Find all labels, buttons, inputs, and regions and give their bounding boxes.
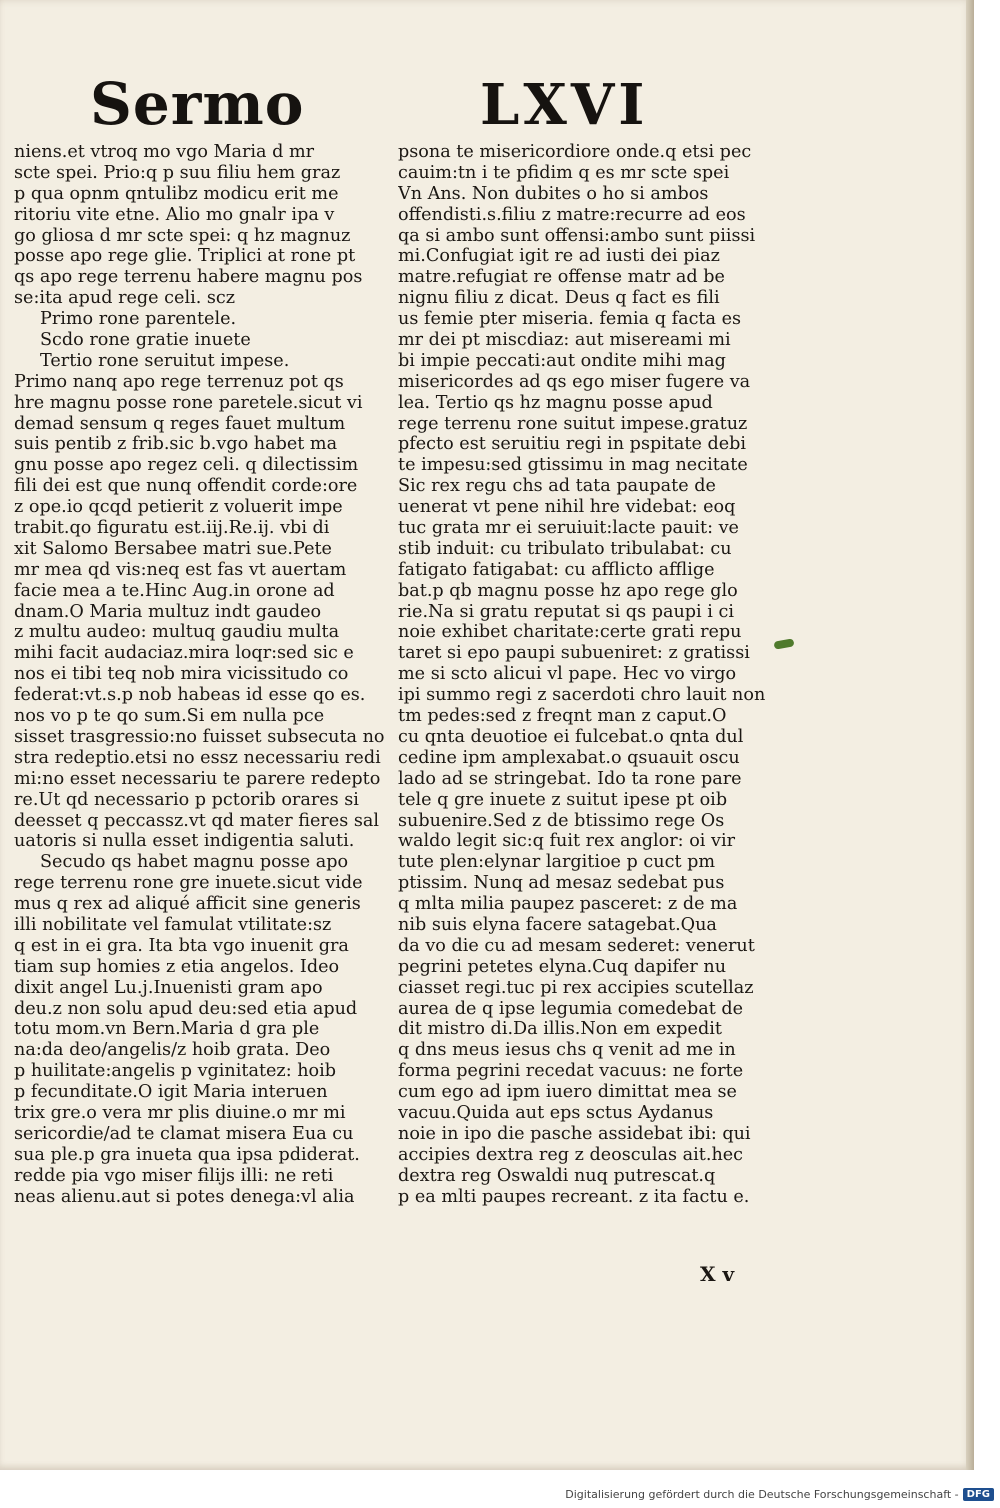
page-header [0,70,974,150]
text-line: sericordie/ad te clamat misera Eua cu [14,1123,354,1144]
text-line: Vn Ans. Non dubites o ho si ambos [398,183,709,204]
text-line: noie exhibet charitate:certe grati repu [398,622,742,643]
text-line: sua ple.p gra inueta qua ipsa pdiderat. [14,1144,360,1165]
text-line: Tertio rone seruitut impese. [40,350,290,371]
text-line: bat.p qb magnu posse hz apo rege glo [398,580,738,601]
text-line: mr dei pt miscdiaz: aut misereami mi [398,330,731,351]
text-line: stib induit: cu tribulato tribulabat: cu [398,538,732,559]
dfg-logo: DFG [963,1488,994,1501]
folio-number: LXVI [480,72,649,138]
text-line: psona te misericordiore onde.q etsi pec [398,142,752,162]
text-line: offendisti.s.filiu z matre:recurre ad eos [398,204,746,225]
text-line: Primo rone parentele. [40,309,237,330]
running-title: Sermo [90,70,305,138]
text-line: noie in ipo die pasche assidebat ibi: qui [398,1123,751,1144]
text-line: trabit.qo figuratu est.iij.Re.ij. vbi di [14,518,330,539]
text-line: mi:no esset necessariu te parere redepto [14,768,381,789]
text-line: subuenire.Sed z de btissimo rege Os [398,810,725,831]
text-line: nignu filiu z dicat. Deus q fact es fili [398,288,720,309]
text-line: suis pentib z frib.sic b.vgo habet ma [14,434,338,455]
text-line: deesset q peccassz.vt qd mater fieres sal [14,810,379,831]
credit-text: Digitalisierung gefördert durch die Deutsche Forschungsgemeinschaft - [565,1488,959,1501]
text-line: tute plen:elynar largitioe p cuct pm [398,852,716,873]
text-line: posse apo rege glie. Triplici at rone pt [14,246,356,267]
text-line: deu.z non solu apud deu:sed etia apud [14,998,358,1019]
text-line: tele q gre inuete z suitut ipese pt oib [398,789,728,810]
text-line: xit Salomo Bersabee matri sue.Pete [14,538,332,559]
text-line: p ea mlti paupes recreant. z ita factu e. [398,1186,750,1207]
signature-mark: X v [700,1262,735,1286]
text-line: te impesu:sed gtissimu in mag necitate [398,455,748,476]
text-line: re.Ut qd necessario p pctorib orares si [14,789,359,810]
text-line: dixit angel Lu.j.Inuenisti gram apo [14,977,323,998]
text-line: cu qnta deuotioe ei fulcebat.o qnta dul [398,726,744,747]
text-line: pfecto est seruitiu regi in pspitate debi [398,434,747,455]
text-line: tiam sup homies z etia angelos. Ideo [14,956,340,977]
text-line: ritoriu vite etne. Alio mo gnalr ipa v [14,204,335,225]
text-line: forma pegrini recedat vacuus: ne forte [398,1061,744,1082]
text-line: niens.et vtroq mo vgo Maria d mr [14,142,315,162]
text-line: mr mea qd vis:neq est fas vt auertam [14,559,347,580]
text-line: mihi facit audaciaz.mira loqr:sed sic e [14,643,354,664]
text-line: nos ei tibi teq nob mira vicissitudo co [14,664,349,685]
text-line: da vo die cu ad mesam sederet: venerut [398,935,755,956]
text-line: rie.Na si gratu reputat si qs paupi i ci [398,601,734,622]
text-line: tuc grata mr ei seruiuit:lacte pauit: ve [398,518,739,539]
text-line: qa si ambo sunt offensi:ambo sunt piissi [398,225,756,246]
text-line: Scdo rone gratie inuete [40,330,251,351]
text-line: q mlta milia paupez pasceret: z de ma [398,894,738,915]
text-line: me si scto alicui vl pape. Hec vo virgo [398,664,737,685]
text-line: p huilitate:angelis p vginitatez: hoib [14,1061,337,1082]
text-line: p fecunditate.O igit Maria interuen [14,1082,328,1103]
text-line: fili dei est que nunq offendit corde:ore [14,476,358,497]
text-line: uenerat vt pene nihil hre videbat: eoq [398,497,736,518]
text-line: aurea de q ipse legumia comedebat de [398,998,744,1019]
text-line: cauim:tn i te pfidim q es mr scte spei [398,162,730,183]
text-line: federat:vt.s.p nob habeas id esse qo es. [14,685,366,706]
text-line: q est in ei gra. Ita bta vgo inuenit gra [14,935,349,956]
text-line: vacuu.Quida aut eps sctus Aydanus [398,1102,714,1123]
text-line: uatoris si nulla esset indigentia saluti. [14,831,355,852]
text-line: dit mistro di.Da illis.Non em expedit [398,1019,722,1040]
text-line: neas alienu.aut si potes denega:vl alia [14,1186,355,1207]
text-line: ciasset regi.tuc pi rex accipies scutellaz [398,977,754,998]
right-text-column [398,142,778,1207]
text-line: gnu posse apo regez celi. q dilectissim [14,455,359,476]
text-line: tm pedes:sed z freqnt man z caput.O [398,706,727,727]
text-line: Sic rex regu chs ad tata paupate de [398,476,716,497]
text-line: mus q rex ad aliqué afficit sine generis [14,894,361,915]
text-line: Primo nanq apo rege terrenuz pot qs [14,371,344,392]
text-line: taret si epo paupi subueniret: z gratissi [398,643,750,664]
text-line: mi.Confugiat igit re ad iusti dei piaz [398,246,720,267]
text-line: p qua opnm qntulibz modicu erit me [14,183,339,204]
text-line: go gliosa d mr scte spei: q hz magnuz [14,225,351,246]
text-line: rege terrenu rone suitut impese.gratuz [398,413,748,434]
text-line: q dns meus iesus chs q venit ad me in [398,1040,736,1061]
text-line: sisset trasgressio:no fuisset subsecuta no [14,726,385,747]
text-line: illi nobilitate vel famulat vtilitate:sz [14,914,332,935]
text-line: lado ad se stringebat. Ido ta rone pare [398,768,742,789]
text-line: ptissim. Nunq ad mesaz sedebat pus [398,873,725,894]
text-line: scte spei. Prio:q p suu filiu hem graz [14,162,341,183]
text-line: nos vo p te qo sum.Si em nulla pce [14,706,325,727]
text-line: us femie pter miseria. femia q facta es [398,309,742,330]
text-line: waldo legit sic:q fuit rex anglor: oi vir [398,831,735,852]
text-line: pegrini petetes elyna.Cuq dapifer nu [398,956,727,977]
text-line: Secudo qs habet magnu posse apo [40,852,349,873]
text-line: misericordes ad qs ego miser fugere va [398,371,751,392]
text-line: dextra reg Oswaldi nuq putrescat.q [398,1165,716,1186]
text-line: redde pia vgo miser filijs illi: ne reti [14,1165,334,1186]
text-line: accipies dextra reg z deosculas ait.hec [398,1144,744,1165]
text-line: se:ita apud rege celi. scz [14,288,236,309]
text-line: dnam.O Maria multuz indt gaudeo [14,601,322,622]
text-line: hre magnu posse rone paretele.sicut vi [14,392,363,413]
text-line: z multu audeo: multuq gaudiu multa [14,622,340,643]
text-line: na:da deo/angelis/z hoib grata. Deo [14,1040,331,1061]
text-line: fatigato fatigabat: cu afflicto afflige [398,559,715,580]
text-line: facie mea a te.Hinc Aug.in orone ad [14,580,335,601]
text-line: cum ego ad ipm iuero dimittat mea se [398,1082,737,1103]
text-line: ipi summo regi z sacerdoti chro lauit non [398,685,766,706]
text-line: trix gre.o vera mr plis diuine.o mr mi [14,1102,346,1123]
digitization-credit [565,1488,994,1501]
text-line: totu mom.vn Bern.Maria d gra ple [14,1019,320,1040]
text-line: rege terrenu rone gre inuete.sicut vide [14,873,363,894]
text-line: nib suis elyna facere satagebat.Qua [398,914,717,935]
text-line: lea. Tertio qs hz magnu posse apud [398,392,713,413]
left-text-column [14,142,392,1207]
text-line: z ope.io qcqd petierit z voluerit impe [14,497,343,518]
text-line: matre.refugiat re offense matr ad be [398,267,725,288]
text-line: qs apo rege terrenu habere magnu pos [14,267,363,288]
text-line: stra redeptio.etsi no essz necessariu redi [14,747,381,768]
text-line: demad sensum q reges fauet multum [14,413,346,434]
page-edge [966,0,974,1470]
text-line: bi impie peccati:aut ondite mihi mag [398,350,726,371]
text-line: cedine ipm amplexabat.o qsuauit oscu [398,747,740,768]
